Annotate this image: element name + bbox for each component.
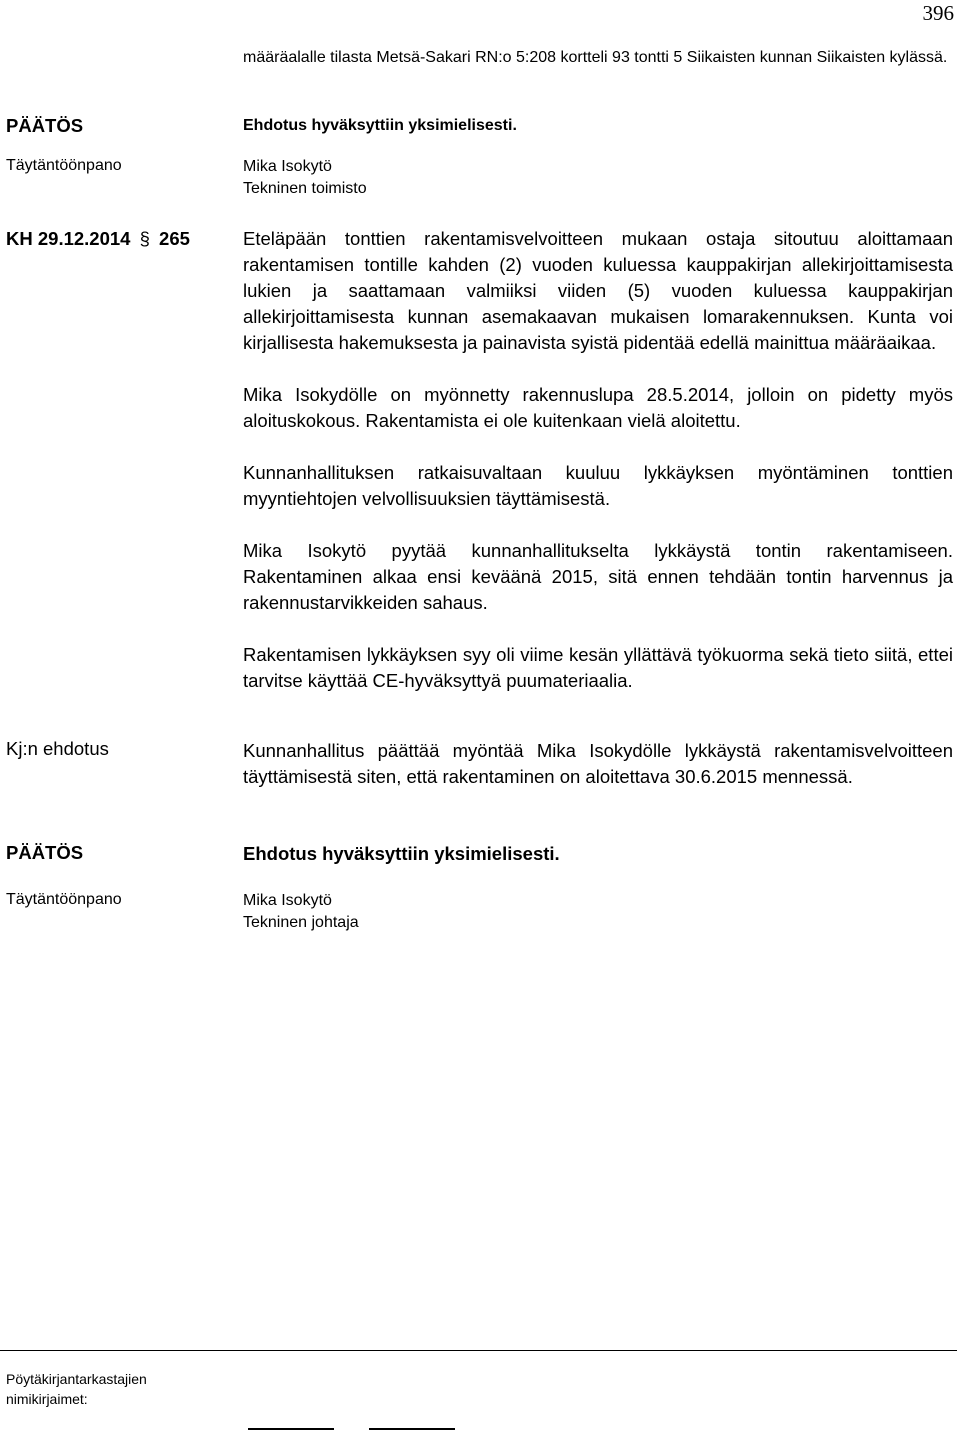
execution-office-top: Tekninen toimisto — [243, 180, 367, 197]
footer-label-line1: Pöytäkirjantarkastajien — [6, 1371, 147, 1387]
decision-label-top: PÄÄTÖS — [6, 115, 84, 136]
decision-text: Ehdotus hyväksyttiin yksimielisesti. — [243, 843, 560, 864]
proposal-text: Kunnanhallitus päättää myöntää Mika Isokydölle lykkäystä rakentamisvelvoitteen täyttämisestä siten, että rakentaminen on aloitettava 30.6.2015 mennessä. — [243, 740, 953, 787]
continued-text: määräalalle tilasta Metsä-Sakari RN:o 5:208 kortteli 93 tontti 5 Siikaisten kunnan Siikaisten kylässä. — [243, 49, 948, 66]
execution-label-top: Täytäntöönpano — [6, 157, 122, 174]
footer-divider — [0, 1350, 957, 1351]
kh-date: KH 29.12.2014 — [6, 228, 131, 249]
paragraph-2: Mika Isokydölle on myönnetty rakennuslupa 28.5.2014, jolloin on pidetty myös aloituskokous. Rakentamista ei ole kuitenkaan vielä aloitettu. — [243, 384, 953, 431]
section-body — [243, 226, 953, 694]
initials-line-2 — [369, 1428, 455, 1430]
paragraph-number: 265 — [159, 228, 190, 249]
execution-name-top: Mika Isokytö — [243, 158, 332, 175]
paragraph-symbol: § — [139, 228, 150, 249]
execution-label: Täytäntöönpano — [6, 891, 122, 908]
paragraph-3: Kunnanhallituksen ratkaisuvaltaan kuuluu lykkäyksen myöntäminen tonttien myyntiehtojen velvollisuuksien täyttämisestä. — [243, 462, 953, 509]
footer-label — [6, 1369, 147, 1409]
execution-name: Mika Isokytö — [243, 892, 332, 909]
paragraph-5: Rakentamisen lykkäyksen syy oli viime kesän yllättävä työkuorma sekä tieto siitä, ettei tarvitse käyttää CE-hyväksyttyä puumateriaalia. — [243, 644, 953, 691]
execution-role: Tekninen johtaja — [243, 914, 359, 931]
initials-line-1 — [248, 1428, 334, 1430]
section-heading — [6, 228, 190, 250]
page-number: 396 — [922, 1, 954, 25]
paragraph-1: Eteläpään tonttien rakentamisvelvoitteen mukaan ostaja sitoutuu aloittamaan rakentamisen tontille kahden (2) vuoden kuluessa kauppakirjan allekirjoittamisesta lukien ja saattamaan valmiiksi viiden (5) vuoden kuluessa kauppakirjan allekirjoittamisesta kunnan asemakaavan mukaisen lomarakennuksen. Kunta voi kirjallisesta hakemuksesta ja painavista syistä pidentää edellä mainittua määräaikaa. — [243, 228, 953, 353]
footer-label-line2: nimikirjaimet: — [6, 1391, 88, 1407]
paragraph-4: Mika Isokytö pyytää kunnanhallitukselta lykkäystä tontin rakentamiseen. Rakentaminen alkaa ensi keväänä 2015, sitä ennen tehdään tontin harvennus ja rakennustarvikkeiden sahaus. — [243, 540, 953, 613]
decision-label: PÄÄTÖS — [6, 842, 84, 863]
proposal-label: Kj:n ehdotus — [6, 738, 109, 759]
decision-text-top: Ehdotus hyväksyttiin yksimielisesti. — [243, 117, 517, 134]
